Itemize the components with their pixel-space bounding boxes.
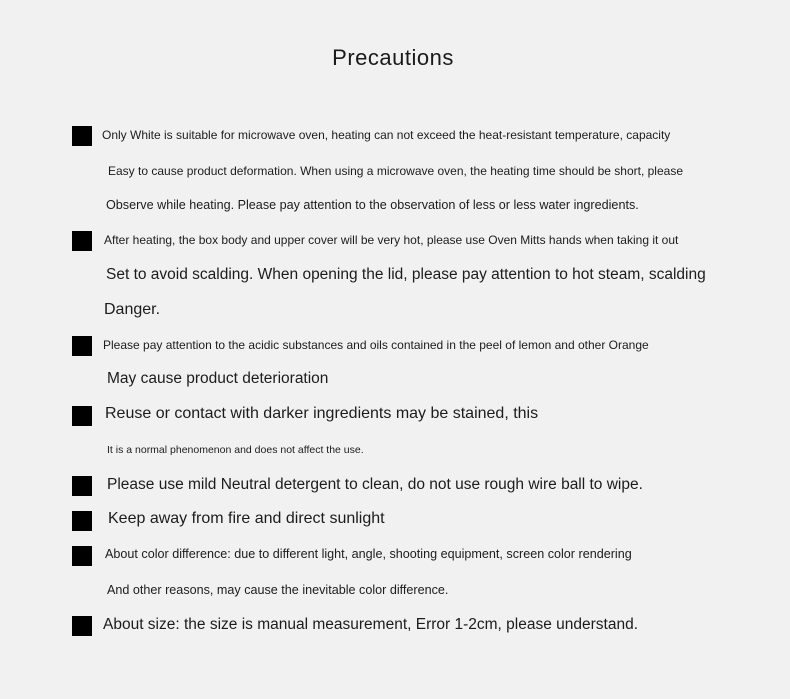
precaution-line: About size: the size is manual measurement, Error 1-2cm, please understand. (103, 616, 639, 633)
bullet-square (72, 126, 92, 146)
precaution-line: About color difference: due to different light, angle, shooting equipment, screen color rendering (105, 547, 632, 561)
precaution-line: May cause product deterioration (107, 370, 329, 387)
precaution-line: Easy to cause product deformation. When using a microwave oven, the heating time should be short, please (108, 164, 683, 178)
page-title: Precautions (332, 45, 454, 70)
bullet-square (72, 616, 92, 636)
precaution-line: It is a normal phenomenon and does not affect the use. (107, 444, 364, 456)
precaution-line: After heating, the box body and upper cover will be very hot, please use Oven Mitts hands when taking it out (104, 233, 679, 247)
precaution-line: Only White is suitable for microwave oven, heating can not exceed the heat-resistant temperature, capacity (102, 128, 671, 142)
precaution-line: Keep away from fire and direct sunlight (108, 510, 385, 527)
precaution-line: Danger. (104, 301, 161, 318)
bullet-square (72, 231, 92, 251)
precaution-line: Reuse or contact with darker ingredients may be stained, this (105, 405, 539, 422)
precaution-line: And other reasons, may cause the inevitable color difference. (107, 583, 449, 597)
precaution-line: Please pay attention to the acidic substances and oils contained in the peel of lemon and other Orange (103, 338, 649, 352)
bullet-square (72, 511, 92, 531)
precaution-line: Observe while heating. Please pay attention to the observation of less or less water ingredients. (106, 198, 639, 212)
bullet-square (72, 406, 92, 426)
precaution-line: Please use mild Neutral detergent to clean, do not use rough wire ball to wipe. (107, 476, 643, 493)
bullet-square (72, 336, 92, 356)
precaution-line: Set to avoid scalding. When opening the lid, please pay attention to hot steam, scalding (106, 266, 706, 283)
bullet-square (72, 546, 92, 566)
bullet-square (72, 476, 92, 496)
